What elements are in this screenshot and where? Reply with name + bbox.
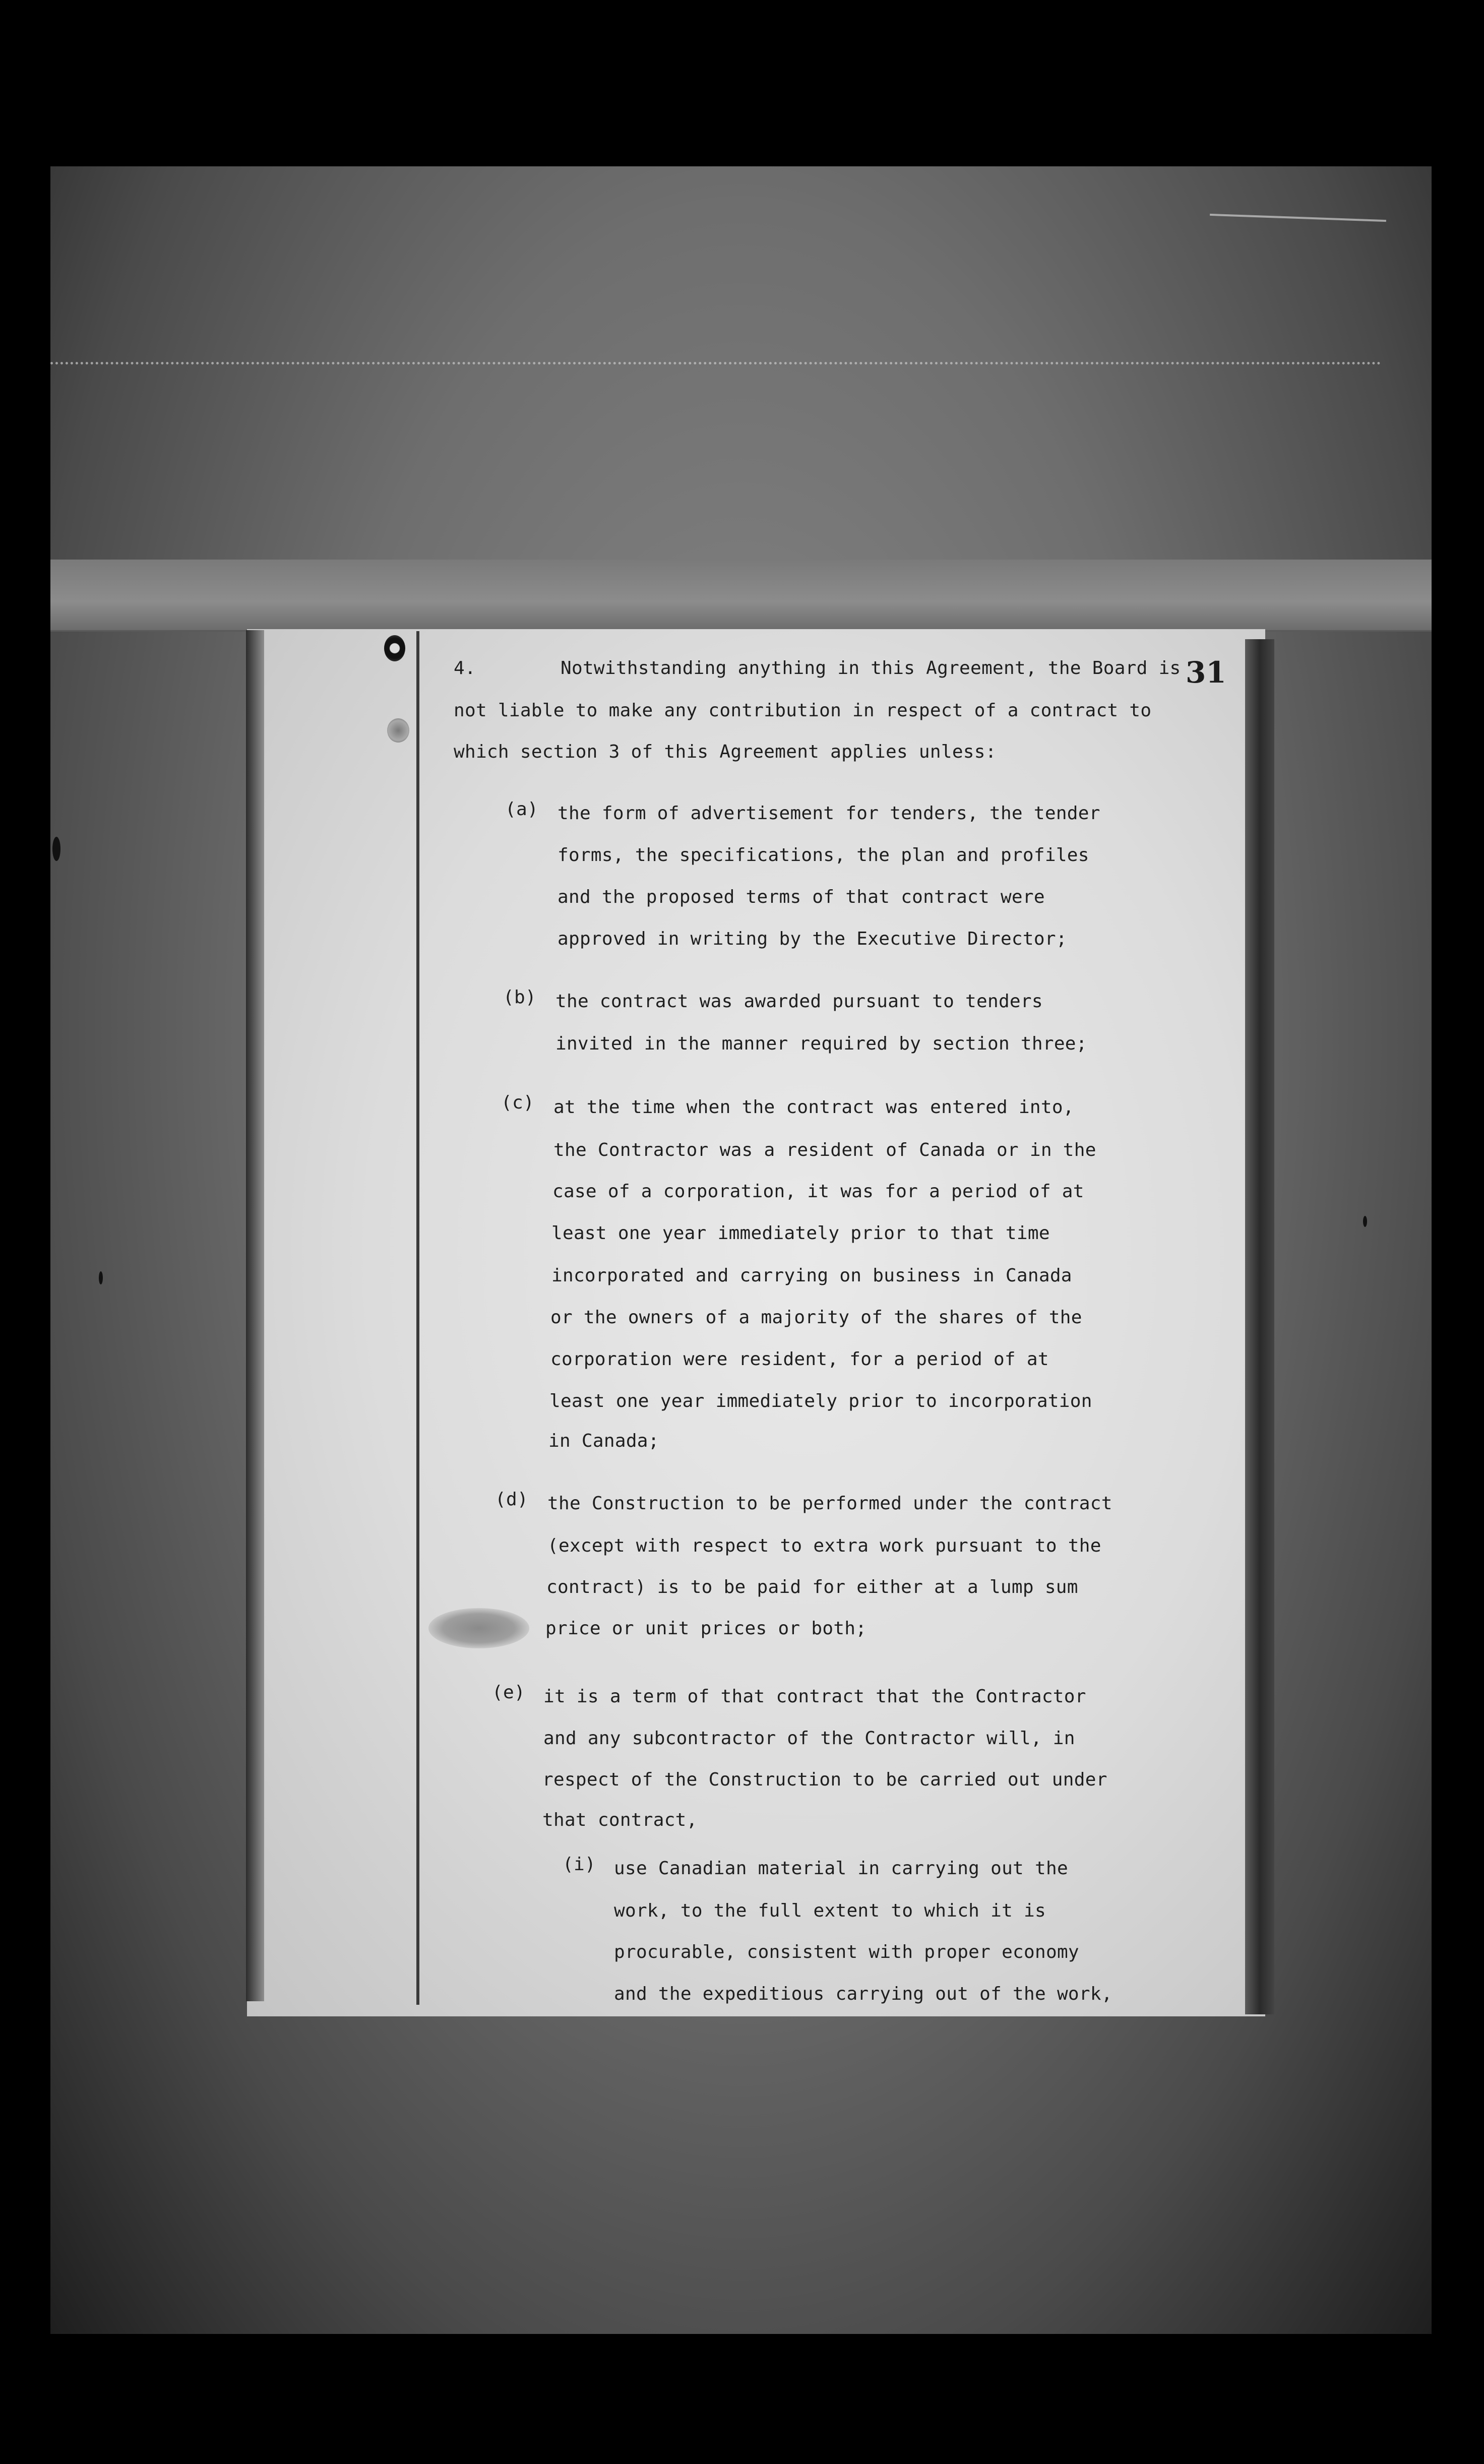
section-line: which section 3 of this Agreement applies unless: <box>454 742 997 762</box>
clause-line: the Construction to be performed under the contract <box>547 1493 1112 1514</box>
clause-line: corporation were resident, for a period of at <box>550 1349 1049 1370</box>
clause-line: invited in the manner required by section three; <box>555 1033 1087 1054</box>
clause-line: forms, the specifications, the plan and profiles <box>558 845 1089 866</box>
clause-line: approved in writing by the Executive Director; <box>558 929 1067 949</box>
clause-line: incorporated and carrying on business in Canada <box>551 1265 1072 1286</box>
clause-label: (d) <box>495 1489 528 1510</box>
clause-line: and any subcontractor of the Contractor will, in <box>543 1728 1075 1749</box>
clause-line: at the time when the contract was entered into, <box>553 1097 1074 1118</box>
clause-line: respect of the Construction to be carried out under <box>542 1769 1107 1790</box>
clause-line: case of a corporation, it was for a period of at <box>552 1181 1084 1202</box>
subclause-line: work, to the full extent to which it is <box>614 1900 1046 1921</box>
clause-label: (c) <box>501 1092 534 1113</box>
dust-speck <box>99 1271 103 1284</box>
punch-hole-icon <box>384 635 405 661</box>
clause-line: least one year immediately prior to that time <box>551 1223 1050 1244</box>
subclause-label: (i) <box>563 1854 596 1875</box>
margin-rule <box>416 631 419 2005</box>
dust-speck <box>1363 1216 1367 1227</box>
clause-line: and the proposed terms of that contract were <box>558 887 1045 907</box>
section-number: 4. <box>454 658 476 679</box>
page-number: 31 <box>1186 655 1226 690</box>
page-left-edge <box>246 630 264 2001</box>
subclause-line: and the expeditious carrying out of the work, <box>614 1984 1112 2004</box>
punch-hole-icon <box>387 718 409 743</box>
section-line: not liable to make any contribution in respect of a contract to <box>454 700 1152 721</box>
subclause-line: procurable, consistent with proper economy <box>614 1942 1079 1962</box>
ink-smudge <box>428 1608 529 1648</box>
subclause-line: use Canadian material in carrying out the <box>614 1858 1068 1879</box>
clause-label: (a) <box>505 799 538 820</box>
clause-line: (except with respect to extra work pursuant to the <box>547 1535 1101 1556</box>
folder-band <box>50 560 1432 632</box>
clause-line: or the owners of a majority of the shares of the <box>550 1307 1082 1328</box>
section-line: Notwithstanding anything in this Agreement, the Board is <box>561 658 1181 679</box>
clause-line: price or unit prices or both; <box>545 1618 867 1639</box>
clause-line: in Canada; <box>548 1431 659 1451</box>
clause-line: least one year immediately prior to incorporation <box>549 1391 1092 1411</box>
clause-label: (e) <box>492 1682 525 1703</box>
clause-line: the Contractor was a resident of Canada or in the <box>553 1140 1096 1160</box>
perforation-line <box>50 362 1381 364</box>
clause-line: the contract was awarded pursuant to tenders <box>555 991 1043 1012</box>
dust-speck <box>52 837 60 861</box>
clause-line: that contract, <box>542 1810 698 1830</box>
clause-label: (b) <box>503 987 536 1008</box>
clause-line: it is a term of that contract that the Contractor <box>543 1686 1086 1707</box>
page-right-edge <box>1245 639 1274 2014</box>
clause-line: contract) is to be paid for either at a lump sum <box>546 1577 1078 1597</box>
clause-line: the form of advertisement for tenders, the tender <box>558 803 1100 824</box>
